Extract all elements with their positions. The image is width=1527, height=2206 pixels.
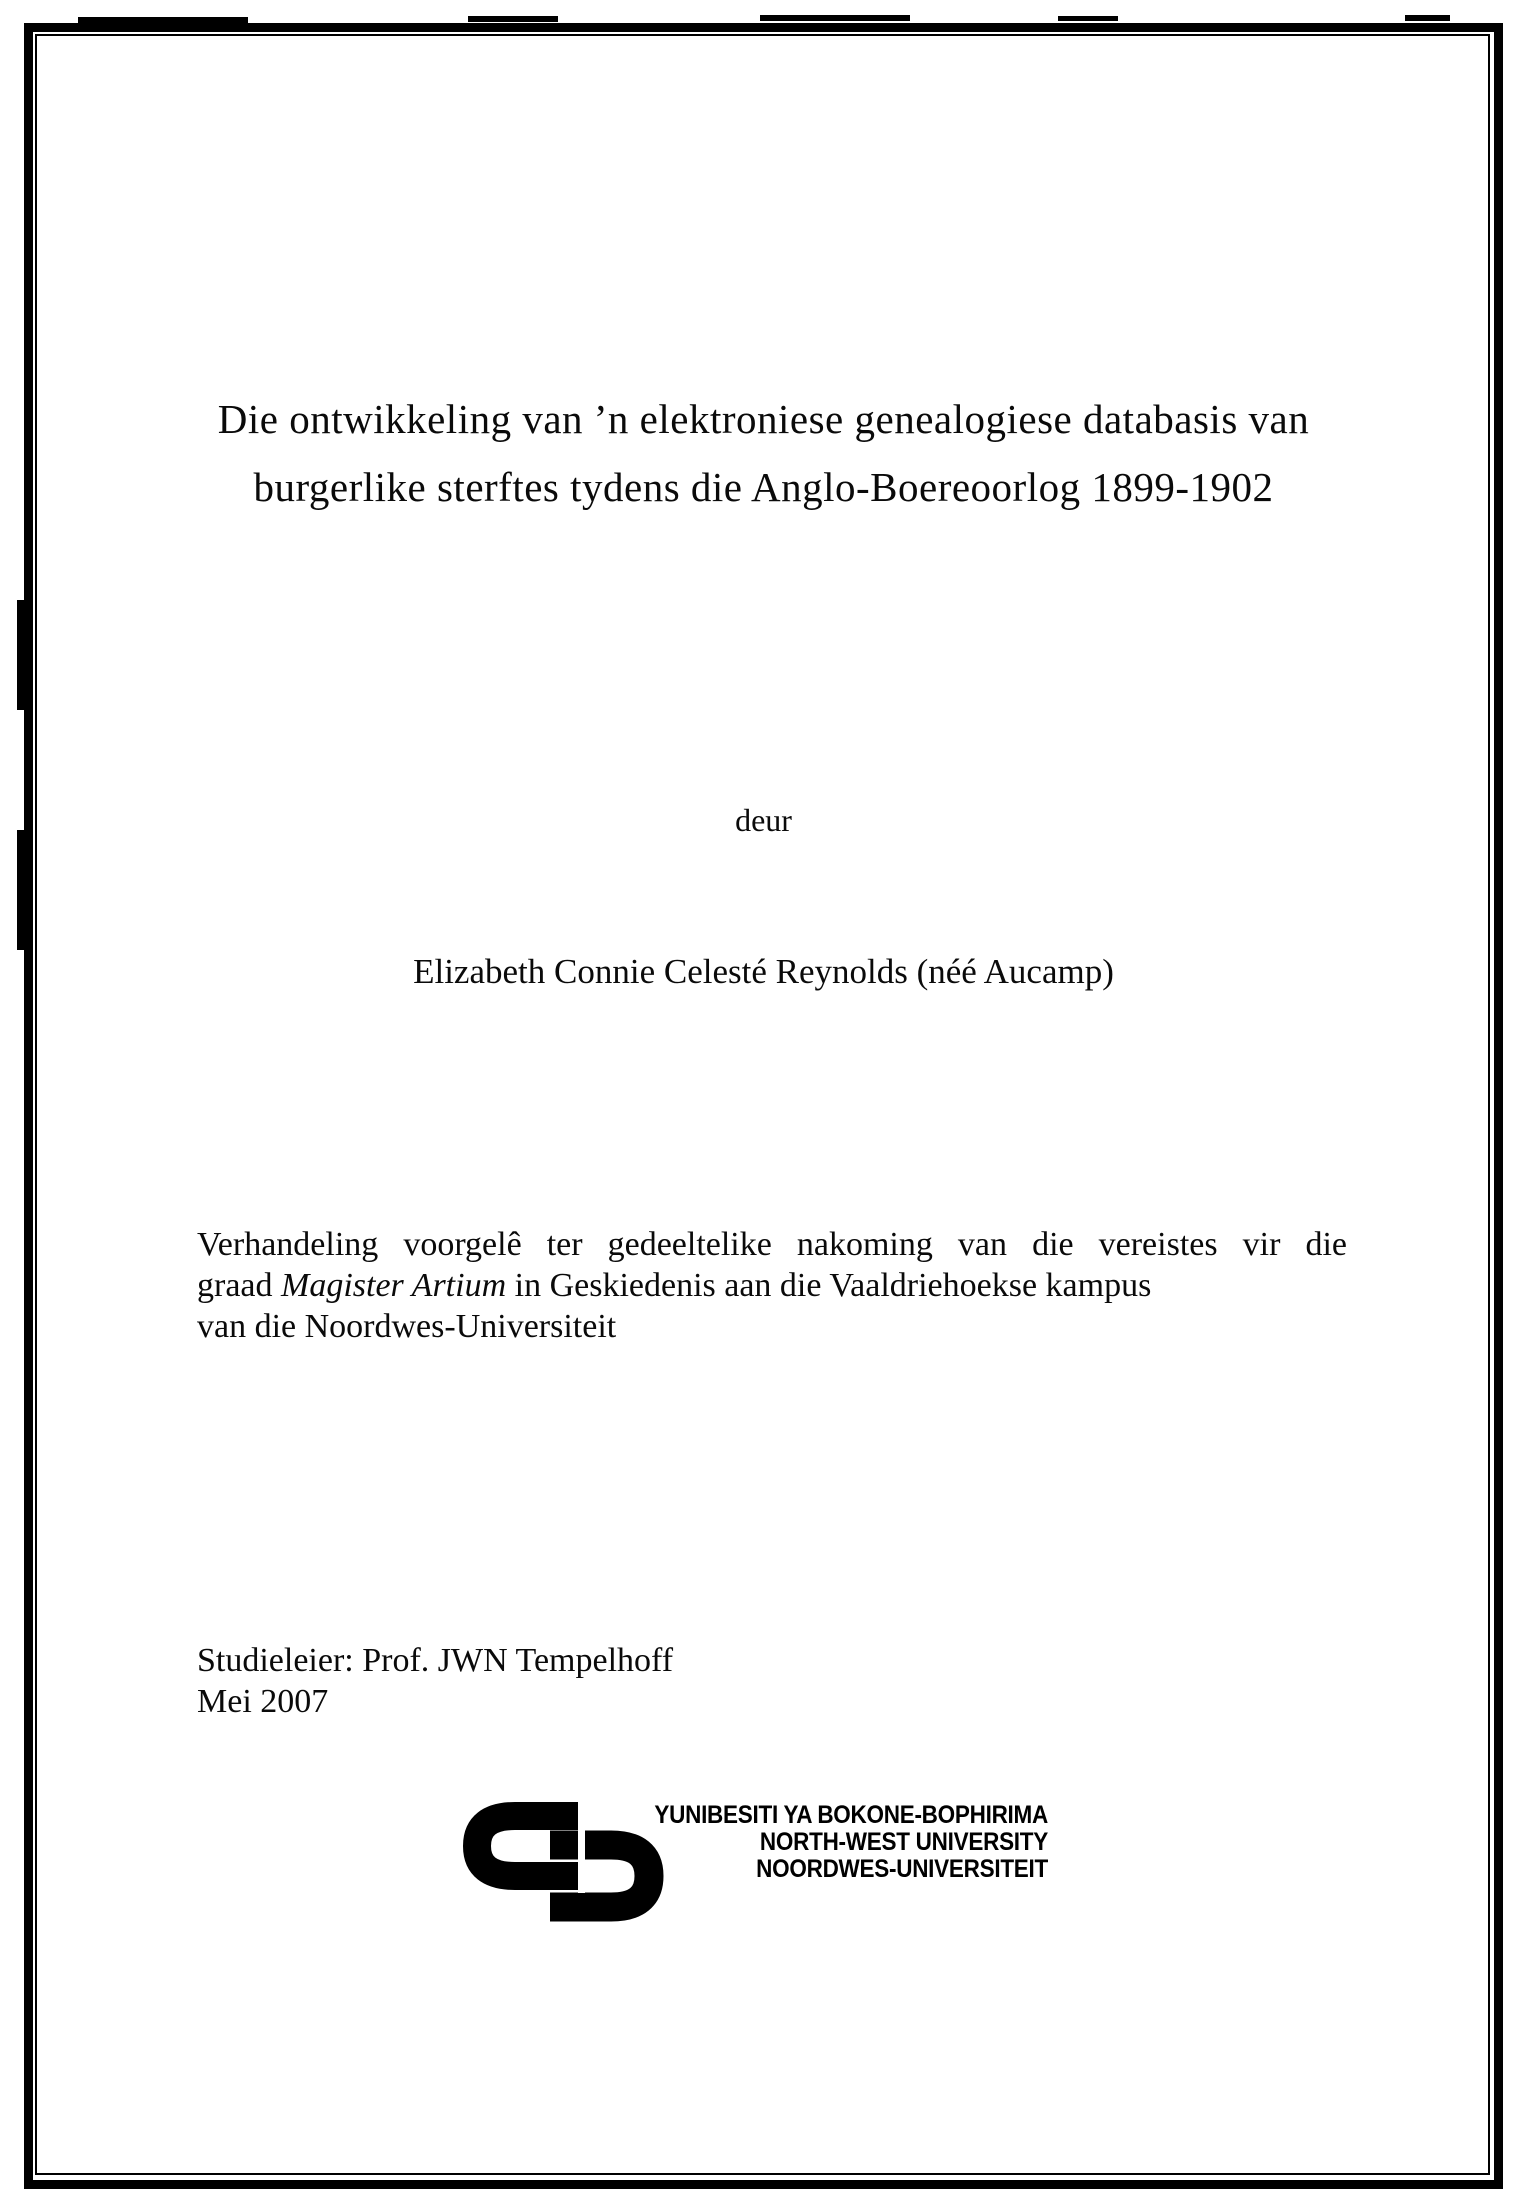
statement-line-1: Verhandeling voorgelê ter gedeeltelike nakoming van die vereistes vir die (197, 1226, 1347, 1263)
supervisor-block (197, 1640, 673, 1722)
statement-degree-italic: Magister Artium (281, 1267, 507, 1304)
author-name: Elizabeth Connie Celesté Reynolds (néé Aucamp) (413, 952, 1114, 991)
nwu-chain-links-logo-icon (463, 1797, 664, 1929)
thesis-statement (197, 1224, 1347, 1347)
statement-line-3: van die Noordwes-Universiteit (197, 1308, 617, 1345)
supervisor-line: Studieleier: Prof. JWN Tempelhoff (197, 1642, 674, 1679)
logo-text-line-2: NORTH-WEST UNIVERSITY (759, 1828, 1048, 1856)
scan-artifact (760, 15, 910, 21)
scan-artifact (1405, 15, 1450, 21)
statement-line-2-pre: graad (197, 1267, 282, 1304)
byline-label: deur (735, 802, 792, 838)
title-line-1: Die ontwikkeling van ’n elektroniese genealogiese databasis van (217, 396, 1310, 442)
scan-artifact (1058, 16, 1118, 21)
document-title (45, 385, 1482, 521)
scan-artifact (468, 16, 558, 22)
logo-text-line-3: NOORDWES-UNIVERSITEIT (756, 1855, 1048, 1883)
statement-line-2 (197, 1265, 1347, 1306)
university-logo-text (636, 1802, 1048, 1883)
statement-line-2-post: in Geskiedenis aan die Vaaldriehoekse kampus (506, 1267, 1152, 1304)
title-line-2: burgerlike sterftes tydens die Anglo-Boereoorlog 1899-1902 (253, 464, 1274, 510)
date-line: Mei 2007 (197, 1683, 329, 1720)
logo-text-line-1: YUNIBESITI YA BOKONE-BOPHIRIMA (654, 1801, 1048, 1829)
